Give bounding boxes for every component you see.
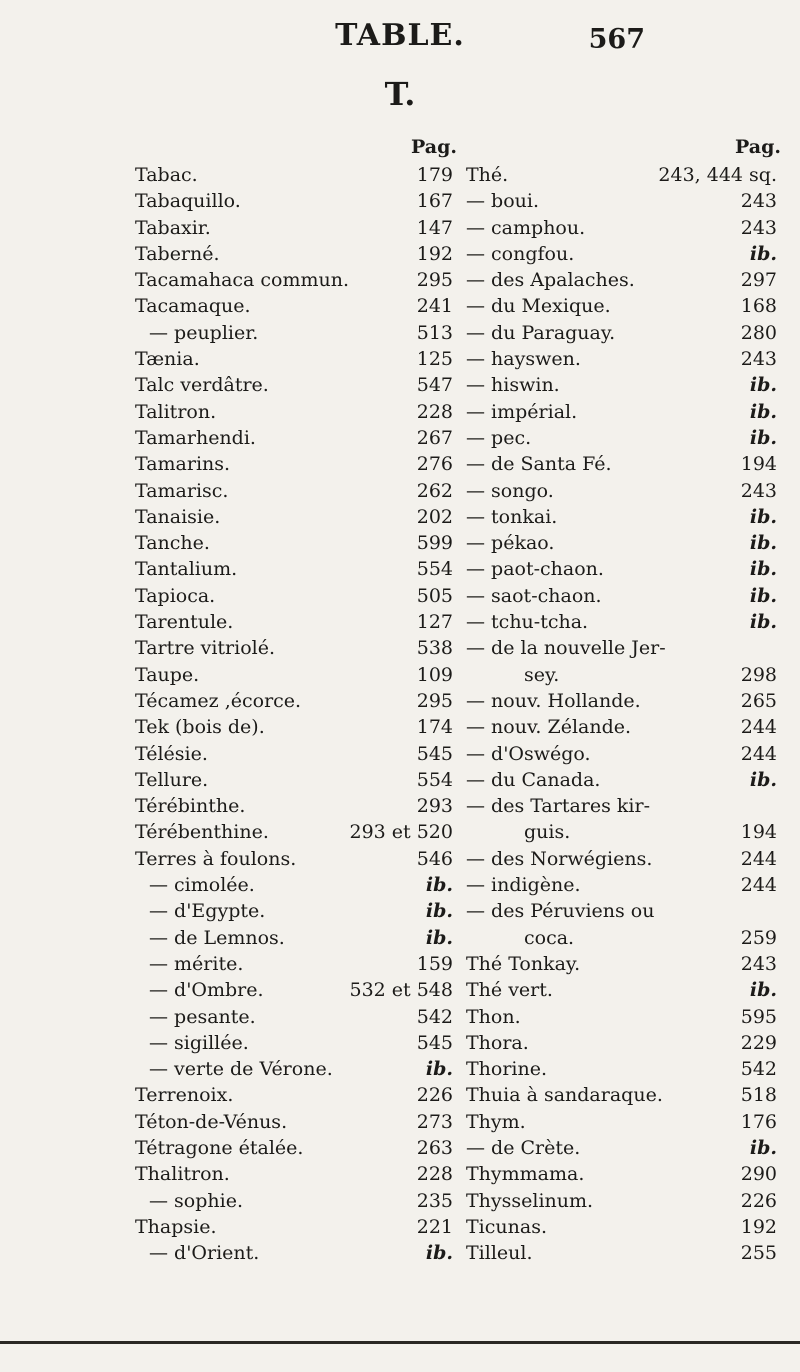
index-entry: [466, 767, 789, 793]
index-column-left: [135, 136, 465, 1266]
entry-page: 295: [416, 689, 453, 712]
index-entry: [466, 1109, 789, 1135]
entry-name: — nouv. Zélande.: [466, 716, 632, 739]
entry-name: — boui.: [466, 190, 539, 213]
entry-page: 221: [416, 1215, 453, 1238]
entry-name: Téton-de-Vénus.: [135, 1110, 288, 1133]
entry-name: — pékao.: [466, 532, 555, 555]
index-entry: [135, 293, 465, 319]
index-entry: [466, 399, 789, 425]
entry-page: 243: [740, 216, 777, 239]
entry-name: — de Lemnos.: [149, 926, 285, 949]
entry-page: 244: [740, 874, 777, 897]
entry-name: Tænia.: [135, 348, 200, 371]
page-bottom-edge: [0, 1341, 800, 1372]
index-entry: [466, 741, 789, 767]
entry-name: — des Tartares kir-: [466, 795, 651, 818]
entry-name: Tamarins.: [135, 453, 231, 476]
entry-name: — d'Orient.: [149, 1242, 260, 1265]
entry-page: ib.: [749, 768, 777, 791]
entry-name: — camphou.: [466, 216, 586, 239]
entry-name: coca.: [524, 926, 575, 949]
entry-name: guis.: [524, 821, 571, 844]
index-entry: [135, 1004, 465, 1030]
index-entry: [135, 530, 465, 556]
index-entry: [135, 1056, 465, 1082]
entry-name: sey.: [524, 663, 560, 686]
entry-page: ib.: [749, 1136, 777, 1159]
entry-page: 265: [740, 689, 777, 712]
entry-page: ib.: [749, 558, 777, 581]
entry-page: 229: [740, 1031, 777, 1054]
index-entry: [135, 451, 465, 477]
index-entry: [466, 162, 789, 188]
index-entry: [135, 399, 465, 425]
entry-name: Thé.: [466, 164, 509, 186]
entry-page: ib.: [749, 611, 777, 634]
index-entry: [466, 819, 789, 845]
index-entry: [135, 898, 465, 924]
index-entry: [135, 425, 465, 451]
entry-page: 547: [416, 374, 453, 397]
index-entry: [135, 241, 465, 267]
index-entry: [466, 583, 789, 609]
index-entry: [135, 320, 465, 346]
index-entry: [135, 977, 465, 1003]
index-entry: [466, 662, 789, 688]
index-entry: [135, 583, 465, 609]
index-entry: [135, 1214, 465, 1240]
entry-name: Térébinthe.: [135, 795, 246, 818]
index-entry: [466, 1135, 789, 1161]
entry-page: 295: [416, 269, 453, 292]
entry-page: 202: [416, 505, 453, 528]
index-entry: [466, 977, 789, 1003]
entry-name: Tamarhendi.: [135, 426, 256, 449]
entry-name: Thapsie.: [135, 1215, 217, 1238]
index-entry: [466, 609, 789, 635]
index-entry: [466, 320, 789, 346]
entry-page: 228: [416, 1163, 453, 1186]
entry-name: — verte de Vérone.: [149, 1058, 333, 1081]
index-entry: [466, 556, 789, 582]
entry-page: 293: [416, 795, 453, 818]
index-entry: [466, 293, 789, 319]
entry-name: Tapioca.: [135, 584, 216, 607]
index-entry: [466, 714, 789, 740]
entry-page: 244: [740, 742, 777, 765]
index-entry: [135, 767, 465, 793]
index-entry: [135, 1240, 465, 1266]
index-entry: [466, 951, 789, 977]
entry-name: Tétragone étalée.: [135, 1136, 304, 1159]
entry-name: — tonkai.: [466, 505, 558, 528]
index-entry: [135, 872, 465, 898]
entry-page: 545: [416, 742, 453, 765]
entry-page: 267: [416, 426, 453, 449]
index-entry: [466, 925, 789, 951]
entry-page: ib.: [425, 1242, 453, 1265]
entry-page: 542: [740, 1058, 777, 1081]
entry-page: 259: [740, 926, 777, 949]
entry-page: 545: [416, 1031, 453, 1054]
entry-name: — peuplier.: [149, 321, 259, 344]
entry-name: Thorine.: [466, 1058, 548, 1081]
index-entry: [135, 1161, 465, 1187]
entry-name: Tacamahaca commun.: [135, 269, 350, 292]
index-entry: [135, 635, 465, 661]
entry-page: ib.: [425, 926, 453, 949]
entry-page: 109: [416, 663, 453, 686]
index-entry: [466, 241, 789, 267]
index-entry: [135, 1082, 465, 1108]
entry-page: 127: [416, 611, 453, 634]
entry-page: 243, 444 sq.: [658, 164, 777, 186]
entry-name: Taberné.: [135, 242, 220, 265]
entry-name: — hiswin.: [466, 374, 560, 397]
entry-name: Tamarisc.: [135, 479, 229, 502]
index-entry: [466, 793, 789, 819]
index-entry: [135, 1188, 465, 1214]
entry-page: 167: [416, 190, 453, 213]
entry-name: — sigillée.: [149, 1031, 249, 1054]
entry-name: Talitron.: [135, 400, 217, 423]
index-entry: [135, 951, 465, 977]
index-entry: [466, 1161, 789, 1187]
entry-page: 147: [416, 216, 453, 239]
index-entry: [135, 819, 465, 845]
entry-page: 546: [416, 847, 453, 870]
entry-page: 235: [416, 1189, 453, 1212]
entry-name: Thé Tonkay.: [466, 952, 581, 975]
index-entry: [466, 478, 789, 504]
index-entry: [135, 162, 465, 188]
entry-page: 599: [416, 532, 453, 555]
entry-name: — cimolée.: [149, 874, 255, 897]
entry-page: 174: [416, 716, 453, 739]
entry-name: — songo.: [466, 479, 554, 502]
entry-name: — des Péruviens ou: [466, 900, 655, 923]
entry-page: 228: [416, 400, 453, 423]
index-entry: [135, 1109, 465, 1135]
index-entry: [466, 451, 789, 477]
index-entry: [466, 1214, 789, 1240]
entry-name: Tanaisie.: [135, 505, 221, 528]
entry-name: Tarentule.: [135, 611, 234, 634]
entry-name: — de Santa Fé.: [466, 453, 612, 476]
entry-page: ib.: [425, 874, 453, 897]
entry-name: Télésie.: [135, 742, 208, 765]
entry-page: ib.: [749, 426, 777, 449]
index-entry: [135, 741, 465, 767]
entry-page: 194: [740, 453, 777, 476]
index-entry: [466, 346, 789, 372]
index-entry: [466, 425, 789, 451]
entry-page: ib.: [425, 900, 453, 923]
entry-page: 192: [416, 242, 453, 265]
entry-name: Tellure.: [135, 768, 209, 791]
entry-name: Tilleul.: [466, 1242, 533, 1265]
index-entry: [135, 188, 465, 214]
entry-page: 255: [740, 1242, 777, 1265]
entry-page: 280: [740, 321, 777, 344]
entry-name: Tabac.: [135, 164, 198, 186]
entry-page: 297: [740, 269, 777, 292]
entry-name: Tabaxir.: [135, 216, 211, 239]
entry-page: 554: [416, 558, 453, 581]
entry-page: 263: [416, 1136, 453, 1159]
entry-page: ib.: [749, 400, 777, 423]
entry-name: — du Mexique.: [466, 295, 611, 318]
entry-page: 243: [740, 479, 777, 502]
entry-page: 192: [740, 1215, 777, 1238]
index-entry: [466, 1240, 789, 1266]
entry-name: — d'Egypte.: [149, 900, 266, 923]
index-entry: [466, 1030, 789, 1056]
entry-name: — sophie.: [149, 1189, 243, 1212]
entry-name: Tek (bois de).: [135, 716, 265, 739]
entry-name: — tchu-tcha.: [466, 611, 589, 634]
entry-page: 518: [740, 1084, 777, 1107]
entry-name: Taupe.: [135, 663, 200, 686]
index-entry: [466, 188, 789, 214]
index-entry: [466, 372, 789, 398]
entry-page: 243: [740, 348, 777, 371]
entry-page: 542: [416, 1005, 453, 1028]
index-entry: [135, 215, 465, 241]
section-letter: T.: [384, 75, 416, 113]
entry-name: — du Canada.: [466, 768, 601, 791]
entry-page: 243: [740, 190, 777, 213]
column-heading: Pag.: [411, 136, 457, 158]
entry-name: Thalitron.: [135, 1163, 230, 1186]
page-number: 567: [588, 24, 645, 55]
entry-name: Thé vert.: [466, 979, 553, 1002]
index-entry: [466, 267, 789, 293]
entry-page: 176: [740, 1110, 777, 1133]
index-entry: [135, 372, 465, 398]
entry-page: 125: [416, 348, 453, 371]
entry-page: 505: [416, 584, 453, 607]
entry-name: Thym.: [466, 1110, 526, 1133]
entry-name: Thysselinum.: [466, 1189, 594, 1212]
entry-page: 293 et 520: [349, 821, 453, 844]
entry-page: ib.: [425, 1058, 453, 1081]
entry-page: 226: [416, 1084, 453, 1107]
entry-page: 226: [740, 1189, 777, 1212]
index-entry: [466, 1082, 789, 1108]
index-entry: [135, 714, 465, 740]
entry-page: 244: [740, 716, 777, 739]
entry-page: 276: [416, 453, 453, 476]
index-entry: [135, 1030, 465, 1056]
entry-name: — nouv. Hollande.: [466, 689, 641, 712]
entry-page: 262: [416, 479, 453, 502]
entry-page: 168: [740, 295, 777, 318]
entry-name: Técamez ,écorce.: [135, 689, 302, 712]
entry-name: Tacamaque.: [135, 295, 251, 318]
entry-page: 194: [740, 821, 777, 844]
index-entry: [135, 1135, 465, 1161]
index-entry: [135, 504, 465, 530]
entry-page: 538: [416, 637, 453, 660]
entry-page: 244: [740, 847, 777, 870]
entry-name: — des Apalaches.: [466, 269, 635, 292]
entry-name: Tanche.: [135, 532, 210, 555]
entry-page: ib.: [749, 979, 777, 1002]
index-entry: [135, 609, 465, 635]
index-entry: [135, 267, 465, 293]
index-entry: [135, 346, 465, 372]
entry-name: — des Norwégiens.: [466, 847, 653, 870]
entry-page: 554: [416, 768, 453, 791]
entry-name: — impérial.: [466, 400, 578, 423]
index-entry: [135, 556, 465, 582]
index-entry: [466, 504, 789, 530]
entry-page: ib.: [749, 532, 777, 555]
index-entry: [135, 662, 465, 688]
entry-page: 532 et 548: [349, 979, 453, 1002]
entry-name: Terres à foulons.: [135, 847, 297, 870]
index-entry: [135, 478, 465, 504]
index-entry: [135, 688, 465, 714]
index-entry: [466, 898, 789, 924]
entry-page: ib.: [749, 374, 777, 397]
entry-name: — mérite.: [149, 952, 244, 975]
entry-page: ib.: [749, 242, 777, 265]
entry-page: 298: [740, 663, 777, 686]
entry-page: 241: [416, 295, 453, 318]
entry-name: — hayswen.: [466, 348, 581, 371]
entry-name: Terrenoix.: [135, 1084, 234, 1107]
entry-name: — d'Ombre.: [149, 979, 264, 1002]
entry-name: Térébenthine.: [135, 821, 269, 844]
entry-page: 179: [416, 164, 453, 186]
index-entry: [466, 1004, 789, 1030]
entry-name: — d'Oswégo.: [466, 742, 591, 765]
entry-name: Tartre vitriolé.: [135, 637, 276, 660]
index-entry: [466, 872, 789, 898]
entry-page: 290: [740, 1163, 777, 1186]
entry-name: Tantalium.: [135, 558, 238, 581]
entry-name: Thon.: [466, 1005, 521, 1028]
index-entry: [466, 1188, 789, 1214]
column-heading: Pag.: [735, 136, 781, 158]
entry-name: — pesante.: [149, 1005, 256, 1028]
entry-name: — de Crète.: [466, 1136, 581, 1159]
entry-name: — congfou.: [466, 242, 575, 265]
entry-page: 273: [416, 1110, 453, 1133]
entry-name: Thuia à sandaraque.: [466, 1084, 663, 1107]
entry-name: Ticunas.: [466, 1215, 547, 1238]
index-entry: [466, 846, 789, 872]
index-entry: [466, 635, 789, 661]
entry-page: 595: [740, 1005, 777, 1028]
index-entry: [466, 1056, 789, 1082]
entry-name: — du Paraguay.: [466, 321, 616, 344]
index-entry: [466, 530, 789, 556]
entry-page: ib.: [749, 584, 777, 607]
index-column-right: [466, 136, 789, 1266]
index-entry: [466, 688, 789, 714]
entry-name: Tabaquillo.: [135, 190, 241, 213]
entry-name: — indigène.: [466, 874, 581, 897]
entry-page: 513: [416, 321, 453, 344]
index-entry: [135, 846, 465, 872]
entry-name: — pec.: [466, 426, 532, 449]
header-title: TABLE.: [335, 18, 465, 53]
entry-page: 159: [416, 952, 453, 975]
entry-name: Thora.: [466, 1031, 529, 1054]
index-entry: [135, 925, 465, 951]
entry-name: — saot-chaon.: [466, 584, 602, 607]
entry-name: — de la nouvelle Jer-: [466, 637, 666, 660]
entry-page: ib.: [749, 505, 777, 528]
entry-name: Thymmama.: [466, 1163, 585, 1186]
index-entry: [135, 793, 465, 819]
entry-name: — paot-chaon.: [466, 558, 604, 581]
entry-page: 243: [740, 952, 777, 975]
page-header: [0, 14, 800, 54]
index-entry: [466, 215, 789, 241]
entry-name: Talc verdâtre.: [135, 374, 269, 397]
